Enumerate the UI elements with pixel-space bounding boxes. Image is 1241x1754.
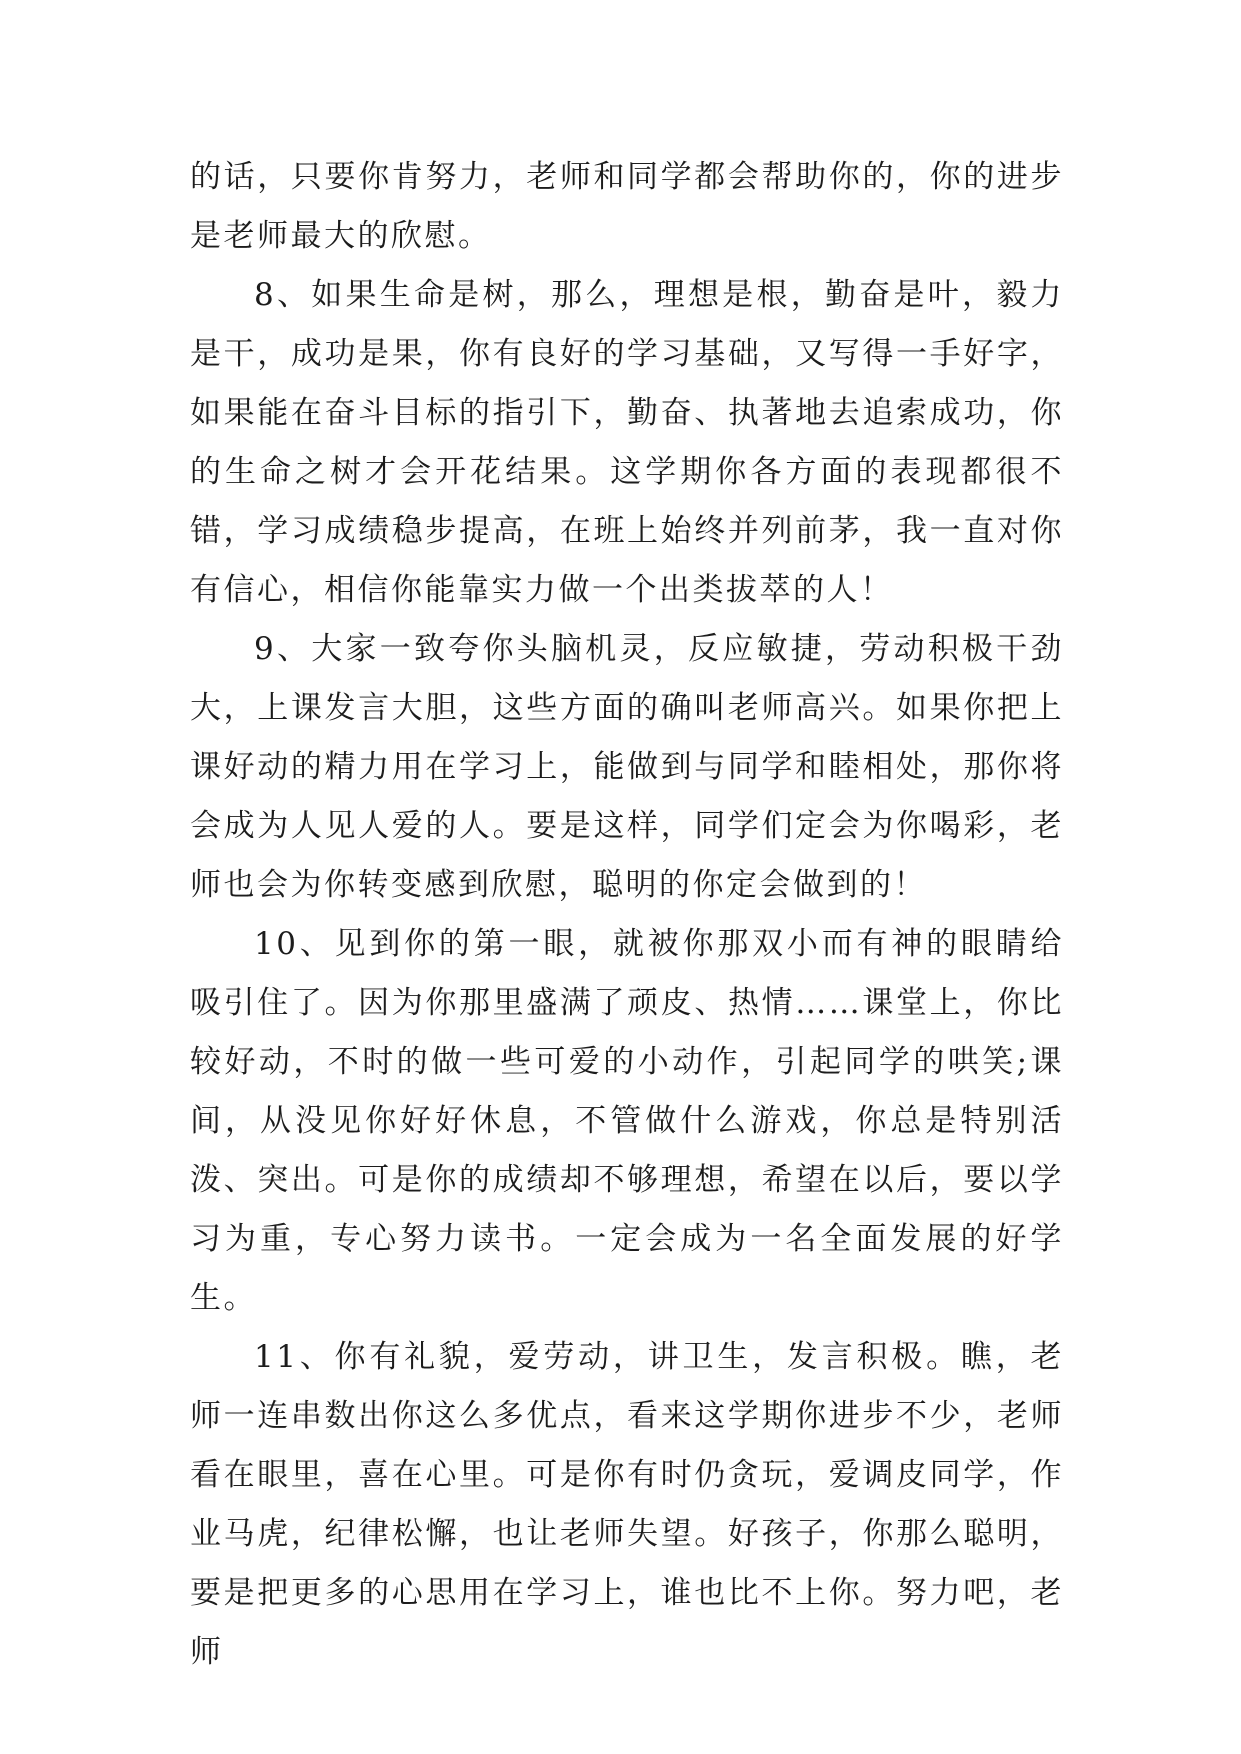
paragraph-comment-11: 11、你有礼貌，爱劳动，讲卫生，发言积极。瞧，老师一连串数出你这么多优点，看来这学期你进步不少，老师看在眼里，喜在心里。可是你有时仍贪玩，爱调皮同学，作业马虎，纪律松懈，也让老师失望。好孩子，你那么聪明，要是把更多的心思用在学习上，谁也比不上你。努力吧，老师 [190,1339,1064,1670]
paragraph-continuation: 的话，只要你肯努力，老师和同学都会帮助你的，你的进步是老师最大的欣慰。 [190,159,1064,254]
document-body [190,148,1064,1682]
paragraph-comment-9: 9、大家一致夸你头脑机灵，反应敏捷，劳动积极干劲大，上课发言大胆，这些方面的确叫老师高兴。如果你把上课好动的精力用在学习上，能做到与同学和睦相处，那你将会成为人见人爱的人。要是这样，同学们定会为你喝彩，老师也会为你转变感到欣慰，聪明的你定会做到的！ [190,631,1064,903]
paragraph-comment-8: 8、如果生命是树，那么，理想是根，勤奋是叶，毅力是干，成功是果，你有良好的学习基础，又写得一手好字，如果能在奋斗目标的指引下，勤奋、执著地去追索成功，你的生命之树才会开花结果。这学期你各方面的表现都很不错，学习成绩稳步提高，在班上始终并列前茅，我一直对你有信心，相信你能靠实力做一个出类拔萃的人！ [190,277,1064,608]
paragraph-comment-10: 10、见到你的第一眼，就被你那双小而有神的眼睛给吸引住了。因为你那里盛满了顽皮、热情……课堂上，你比较好动，不时的做一些可爱的小动作，引起同学的哄笑;课间，从没见你好好休息，不管做什么游戏，你总是特别活泼、突出。可是你的成绩却不够理想，希望在以后，要以学习为重，专心努力读书。一定会成为一名全面发展的好学生。 [190,926,1064,1316]
